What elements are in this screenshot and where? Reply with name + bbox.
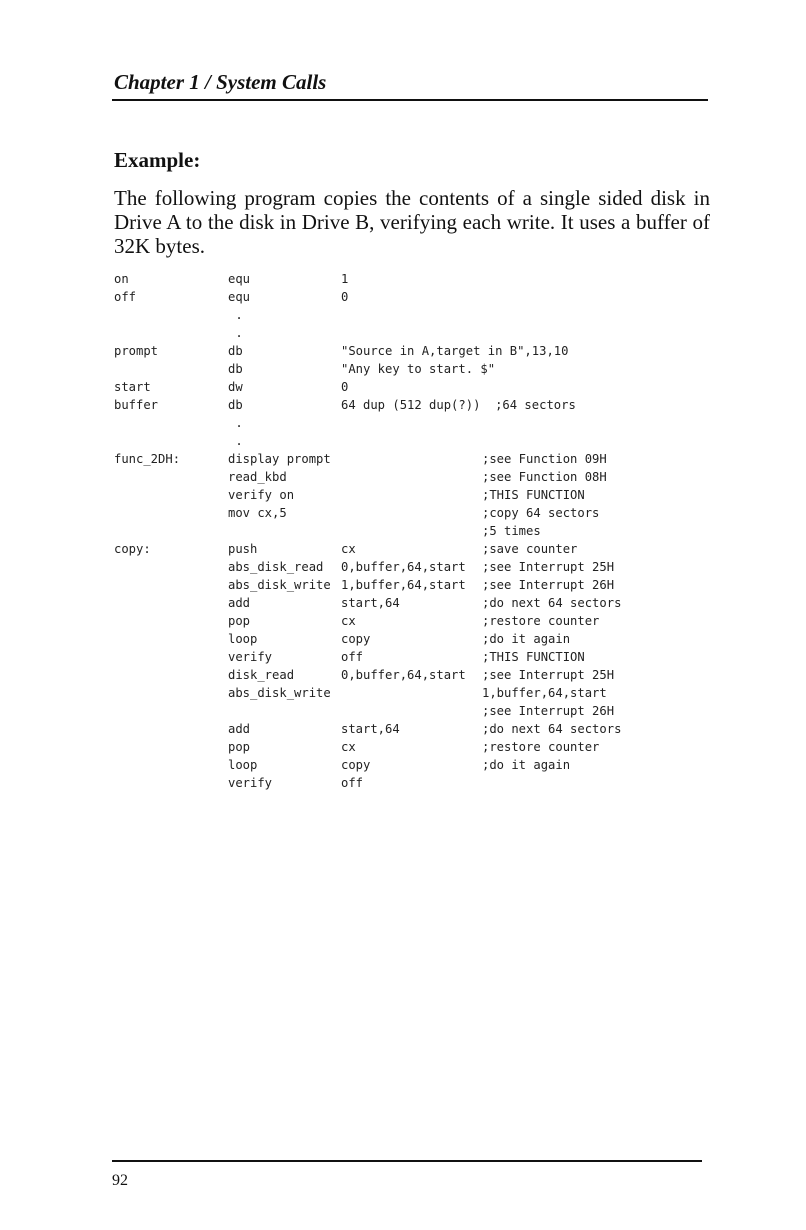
code-comment: ;restore counter [482, 740, 600, 754]
code-op: loop [228, 758, 258, 772]
code-op: add [228, 722, 251, 736]
code-line [114, 684, 714, 702]
code-operand: copy [341, 758, 371, 772]
code-line [114, 756, 714, 774]
code-label: start [114, 380, 151, 394]
code-comment: ;see Interrupt 26H [482, 578, 615, 592]
code-operand: 0,buffer,64,start [341, 668, 466, 682]
code-label: prompt [114, 344, 159, 358]
code-operand: off [341, 776, 364, 790]
code-op: add [228, 596, 251, 610]
code-comment: ;copy 64 sectors [482, 506, 600, 520]
code-operand: cx [341, 542, 356, 556]
code-op: equ [228, 272, 251, 286]
code-op: display prompt [228, 452, 331, 466]
code-operand: "Any key to start. $" [341, 362, 496, 376]
code-operand: "Source in A,target in B",13,10 [341, 344, 569, 358]
code-operand: copy [341, 632, 371, 646]
code-line [114, 378, 714, 396]
code-line [114, 288, 714, 306]
code-op: abs_disk_read [228, 560, 324, 574]
footer-rule [112, 1160, 702, 1162]
code-line [114, 648, 714, 666]
code-op: pop [228, 614, 251, 628]
code-line [114, 738, 714, 756]
code-comment: ;see Interrupt 26H [482, 704, 615, 718]
code-line [114, 522, 714, 540]
code-operand: 0 [341, 290, 349, 304]
code-op: loop [228, 632, 258, 646]
intro-paragraph: The following program copies the contents of a single sided disk in Drive A to the disk in Drive B, verifying each write. It uses a buffer of 32K bytes. [114, 186, 710, 258]
code-operand: 1 [341, 272, 349, 286]
code-op: dw [228, 380, 243, 394]
code-op: abs_disk_write [228, 686, 331, 700]
code-op: mov cx,5 [228, 506, 287, 520]
code-op: read_kbd [228, 470, 287, 484]
code-op: db [228, 398, 243, 412]
code-label: copy: [114, 542, 151, 556]
code-line [114, 450, 714, 468]
code-operand: start,64 [341, 722, 400, 736]
page-number: 92 [112, 1172, 128, 1189]
code-comment: ;save counter [482, 542, 578, 556]
code-line [114, 774, 714, 792]
code-operand: 0,buffer,64,start [341, 560, 466, 574]
code-line [114, 630, 714, 648]
code-op: equ [228, 290, 251, 304]
code-line [114, 306, 714, 324]
code-comment: ;do next 64 sectors [482, 722, 622, 736]
section-heading: Example: [114, 148, 201, 172]
code-line [114, 720, 714, 738]
code-operand: 64 dup (512 dup(?)) ;64 sectors [341, 398, 576, 412]
header-rule [112, 99, 708, 101]
code-op: . [228, 326, 243, 340]
code-op: . [228, 434, 243, 448]
code-op: pop [228, 740, 251, 754]
code-label: on [114, 272, 129, 286]
code-comment: ;do it again [482, 758, 571, 772]
code-operand: 1,buffer,64,start [341, 578, 466, 592]
code-comment: ;do next 64 sectors [482, 596, 622, 610]
code-comment: ;see Interrupt 25H [482, 668, 615, 682]
code-operand: cx [341, 740, 356, 754]
code-line [114, 324, 714, 342]
code-label: func_2DH: [114, 452, 181, 466]
code-line [114, 270, 714, 288]
code-line [114, 558, 714, 576]
code-comment: ;see Function 09H [482, 452, 607, 466]
code-comment: ;see Function 08H [482, 470, 607, 484]
code-comment: ;5 times [482, 524, 541, 538]
code-line [114, 576, 714, 594]
code-op: disk_read [228, 668, 295, 682]
code-line [114, 504, 714, 522]
code-line [114, 486, 714, 504]
code-op: verify [228, 650, 273, 664]
code-op: db [228, 344, 243, 358]
code-line [114, 396, 714, 414]
code-label: buffer [114, 398, 159, 412]
running-header: Chapter 1 / System Calls [114, 70, 327, 94]
code-line [114, 360, 714, 378]
code-comment: ;THIS FUNCTION [482, 488, 585, 502]
code-op: abs_disk_write [228, 578, 331, 592]
code-line [114, 666, 714, 684]
code-operand: off [341, 650, 364, 664]
code-line [114, 432, 714, 450]
code-line [114, 342, 714, 360]
code-line [114, 594, 714, 612]
code-line [114, 414, 714, 432]
code-op: . [228, 416, 243, 430]
code-op: verify on [228, 488, 295, 502]
code-label: off [114, 290, 137, 304]
code-op: db [228, 362, 243, 376]
code-comment: ;restore counter [482, 614, 600, 628]
code-comment: ;see Interrupt 25H [482, 560, 615, 574]
code-comment: ;do it again [482, 632, 571, 646]
code-operand: start,64 [341, 596, 400, 610]
code-line [114, 612, 714, 630]
code-listing [114, 270, 714, 792]
code-comment: ;THIS FUNCTION [482, 650, 585, 664]
code-comment: 1,buffer,64,start [482, 686, 607, 700]
code-line [114, 468, 714, 486]
code-line [114, 540, 714, 558]
code-operand: 0 [341, 380, 349, 394]
code-op: . [228, 308, 243, 322]
code-op: push [228, 542, 258, 556]
code-op: verify [228, 776, 273, 790]
code-line [114, 702, 714, 720]
code-operand: cx [341, 614, 356, 628]
